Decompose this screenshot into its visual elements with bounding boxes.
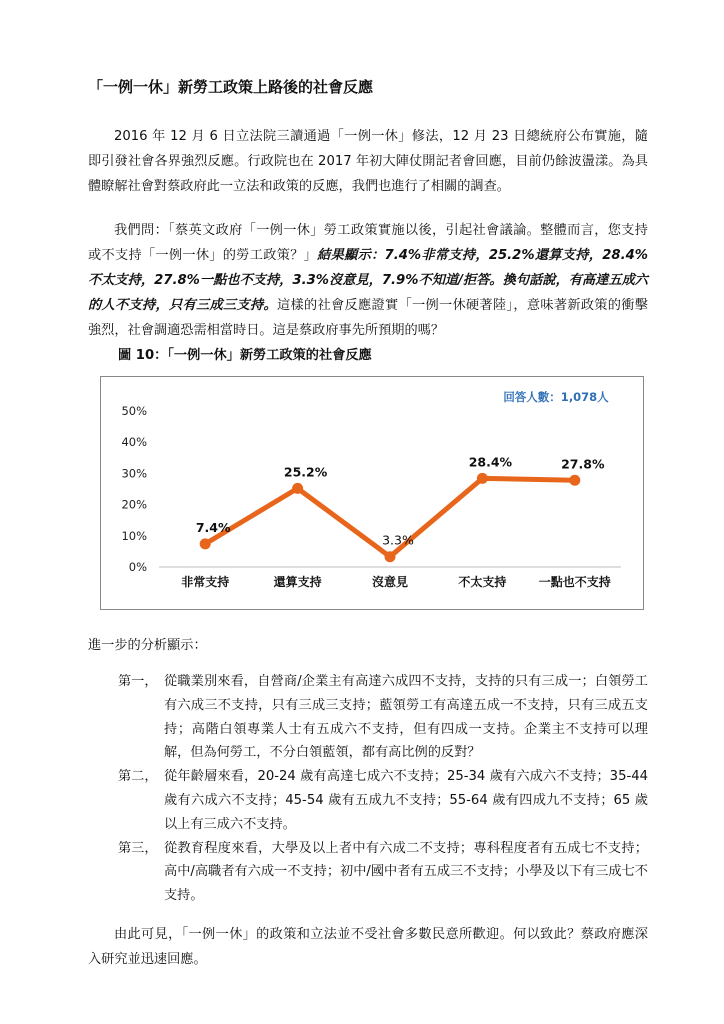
x-tick-label: 不太支持: [458, 575, 507, 589]
analysis-intro: 進一步的分析顯示：: [88, 638, 207, 653]
data-labels: [196, 454, 605, 547]
line-chart-svg: [101, 377, 643, 609]
data-point: [569, 475, 580, 486]
data-point: [477, 473, 488, 484]
finding-item: [118, 765, 648, 836]
data-label: 3.3%: [382, 532, 414, 548]
paragraph-background: 2016 年 12 月 6 日立法院三讀通過「一例一休」修法，12 月 23 日總統府公布實施，隨即引發社會各界強烈反應。行政院也在 2017 年初大陣仗開記者會回應，目前仍餘波盪漾。為具體瞭解社會對蔡政府此一立法和政策的反應，我們也進行了相關的調查。: [88, 129, 648, 194]
y-tick-label: 20%: [121, 497, 147, 512]
series-markers: [200, 473, 581, 562]
data-point: [200, 538, 211, 549]
figure-caption: 圖 10：「一例一休」新勞工政策的社會反應: [118, 348, 372, 363]
finding-label: 第三，: [118, 840, 158, 856]
data-label: 27.8%: [561, 456, 605, 472]
y-tick-label: 40%: [121, 435, 147, 450]
y-tick-label: 10%: [121, 528, 147, 543]
finding-text: 從教育程度來看，大學及以上者中有六成二不支持；專科程度者有五成七不支持；高中/高職者有六成一不支持；初中/國中者有五成三不支持；小學及以下有三成七不支持。: [164, 840, 648, 904]
x-tick-label: 沒意見: [371, 575, 409, 589]
y-tick-label: 50%: [121, 404, 147, 418]
data-label: 28.4%: [468, 454, 513, 470]
survey-question-text: 我們問：「蔡英文政府「一例一休」勞工政策實施以後，引起社會議論。整體而言，您支持或不支持「一例一休」的勞工政策？」: [88, 223, 648, 263]
y-tick-label: 0%: [128, 560, 147, 574]
finding-label: 第一，: [118, 674, 158, 689]
line-chart: [100, 376, 644, 610]
document-title: 「一例一休」新勞工政策上路後的社會反應: [88, 78, 374, 96]
data-point: [292, 483, 303, 494]
finding-text: 從職業別來看，自營商/企業主有高達六成四不支持，支持的只有三成一；白領勞工有六成三不支持，只有三成三支持；藍領勞工有高達五成一不支持，只有三成五支持；高階白領專業人士有五成六不支持，但有四成一支持。企業主不支持可以理解，但為何勞工，不分白領藍領，都有高比例的反對？: [164, 674, 648, 761]
survey-result-text: 結果顯示：7.4%非常支持，25.2%還算支持，28.4%不太支持，27.8%一點也不支持，3.3%沒意見，7.9%不知道/拒答。換句話說，有高達五成六的人不支持，只有三成三支持。: [88, 248, 649, 313]
respondents-note: 回答人數：1,078人: [503, 390, 609, 404]
x-tick-label: 非常支持: [181, 575, 230, 589]
findings-list: [118, 670, 648, 908]
data-label: 25.2%: [283, 464, 328, 480]
finding-item: [118, 837, 648, 908]
y-axis-labels: [121, 404, 147, 574]
y-tick-label: 30%: [121, 466, 147, 481]
finding-item: [118, 670, 648, 765]
finding-label: 第二，: [118, 769, 158, 785]
data-point: [385, 551, 396, 562]
x-axis-labels: [181, 574, 611, 589]
paragraph-survey-question: [88, 218, 648, 343]
conclusion-paragraph: 由此可見，「一例一休」的政策和立法並不受社會多數民意所歡迎。何以致此？蔡政府應深入研究並迅速回應。: [88, 927, 648, 967]
x-tick-label: 還算支持: [273, 575, 322, 589]
survey-commentary-text: 這樣的社會反應證實「一例一休硬著陸」，意味著新政策的衝擊強烈，社會調適恐需相當時日。這是蔡政府事先所預期的嗎？: [88, 298, 648, 338]
x-tick-label: 一點也不支持: [538, 575, 611, 589]
data-label: 7.4%: [195, 519, 231, 535]
finding-text: 從年齡層來看，20-24 歲有高達七成六不支持；25-34 歲有六成六不支持；35-44 歲有六成六不支持；45-54 歲有五成九不支持；55-64 歲有四成九不支持；65 歲以上有三成六不支持。: [164, 769, 648, 832]
